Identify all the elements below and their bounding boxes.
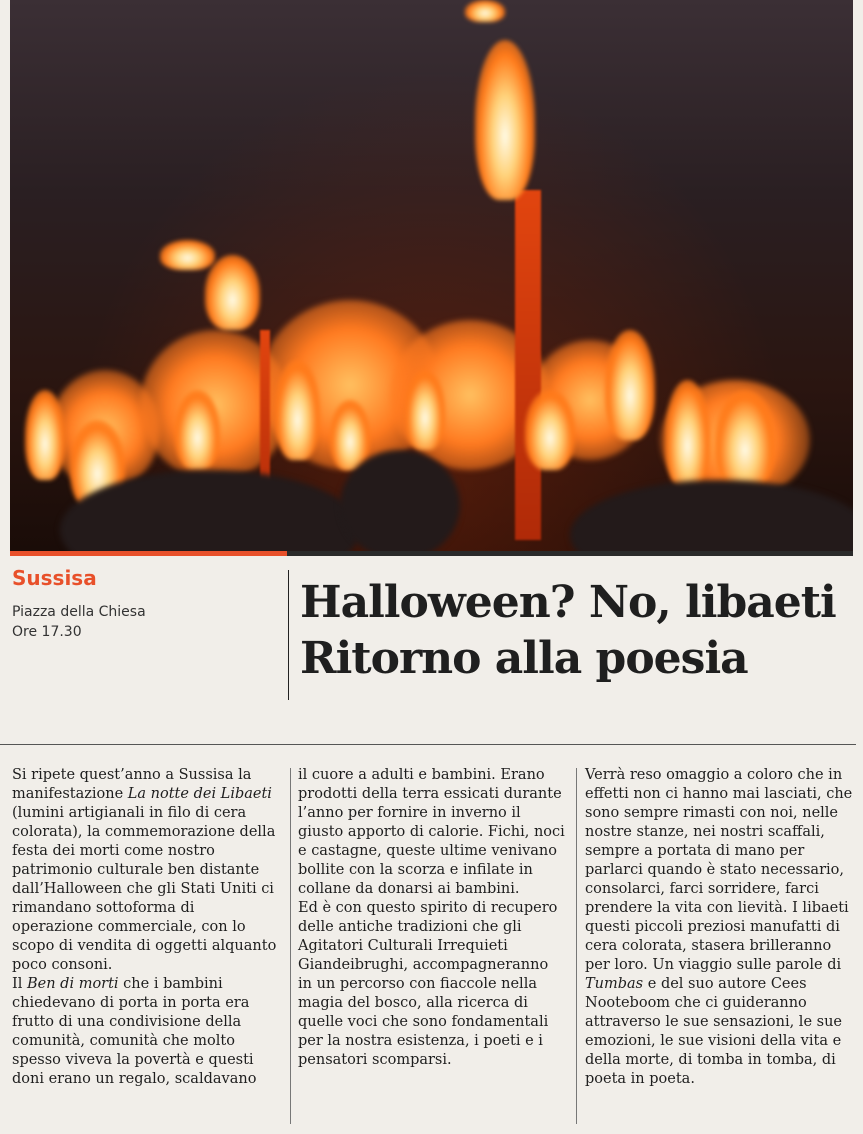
body-column-1: [12, 766, 280, 1089]
column-divider: [290, 768, 291, 1124]
book-title: Tumbas: [585, 976, 644, 992]
event-title: La notte dei Libaeti: [127, 786, 272, 802]
column-divider: [576, 768, 577, 1124]
paragraph: Verrà reso omaggio a coloro che in effetti non ci hanno mai lasciati, che sono sempre rimasti con noi, nelle nostre stanze, nei nostri scaffali, sempre a portata di mano per parlarci quando è stato necessario, consolarci, farci sorridere, farci prendere la vita con lievità. I libaeti questi piccoli preziosi manufatti di cera colorata, stasera brilleranno per loro. Un viaggio sulle parole di Tumbas e del suo autore Cees Nooteboom che ci guideranno attraverso le sue sensazioni, le sue emozioni, le sue visioni della vita e della morte, di tomba in tomba, di poeta in poeta.: [585, 767, 853, 1087]
body-column-2: [298, 766, 566, 1070]
location-kicker: Sussisa: [12, 566, 97, 590]
kicker-accent-bar: [10, 551, 287, 556]
headline-line-2: Ritorno alla poesia: [300, 633, 748, 684]
body-column-3: [585, 766, 853, 1089]
paragraph: Si ripete quest’anno a Sussisa la manifestazione La notte dei Libaeti (lumini artigianali in filo di cera colorata), la commemorazione della festa dei morti come nostro patrimonio culturale ben distante dall’Halloween che gli Stati Uniti ci rimandano sottoforma di operazione commerciale, con lo scopo di vendita di oggetti alquanto poco consoni.: [12, 767, 277, 973]
event-venue: Piazza della Chiesa: [12, 604, 146, 620]
paragraph: il cuore a adulti e bambini. Erano prodotti della terra essicati durante l’anno per fornire in inverno il giusto apporto di calorie. Fichi, noci e castagne, queste ultime venivano bollite con la scorza e infilate in collane da donarsi ai bambini.: [298, 767, 565, 897]
article-headline: [300, 575, 860, 687]
paragraph: Ed è con questo spirito di recupero delle antiche tradizioni che gli Agitatori Culturali Irrequieti Giandeibrughi, accompagneranno in un percorso con fiaccole nella magia del bosco, alla ricerca di quelle voci che sono fondamentali per la nostra esistenza, i poeti e i pensatori scomparsi.: [298, 900, 558, 1068]
headline-rule: [287, 551, 853, 556]
headline-line-1: Halloween? No, libaeti: [300, 577, 836, 628]
tradition-title: Ben di morti: [26, 976, 119, 992]
event-time: Ore 17.30: [12, 624, 82, 640]
paragraph: Il Ben di morti che i bambini chiedevano di porta in porta era frutto di una condivisione della comunità, comunità che molto spesso viveva la povertà e questi doni erano un regalo, scaldavano: [12, 976, 257, 1087]
torch-procession-photo: [10, 0, 853, 552]
section-rule: [0, 744, 856, 745]
headline-divider: [288, 570, 289, 700]
